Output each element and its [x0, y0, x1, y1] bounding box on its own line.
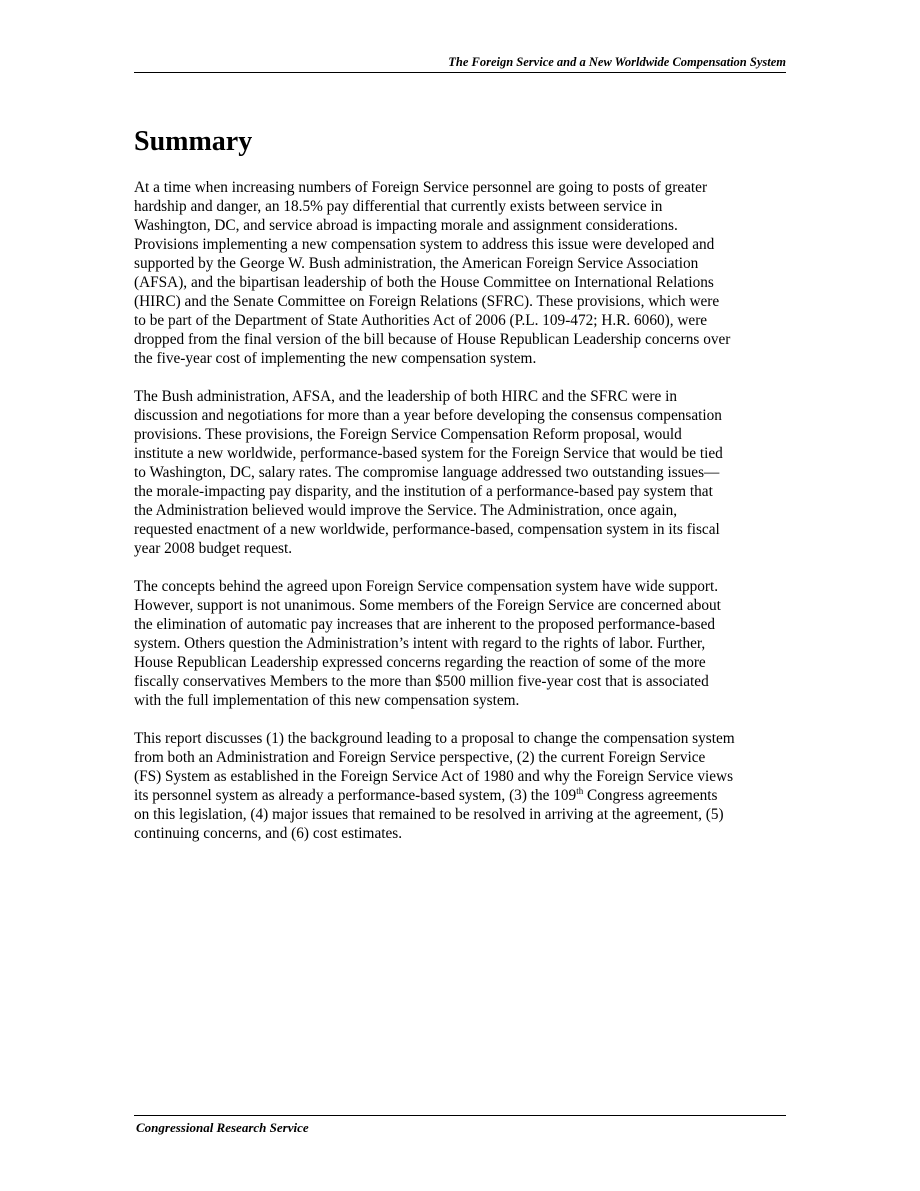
text-line: Provisions implementing a new compensation system to address this issue were developed and: [134, 236, 715, 253]
footer-rule: [134, 1115, 786, 1116]
text-segment: Congress agreements: [583, 787, 718, 804]
text-line: year 2008 budget request.: [134, 540, 293, 557]
text-line: to be part of the Department of State Authorities Act of 2006 (P.L. 109-472; H.R. 6060), were: [134, 312, 708, 329]
text-line: fiscally conservatives Members to the more than $500 million five-year cost that is associated: [134, 673, 709, 690]
text-line: The concepts behind the agreed upon Foreign Service compensation system have wide support.: [134, 578, 719, 595]
text-line: institute a new worldwide, performance-based system for the Foreign Service that would be tied: [134, 445, 723, 462]
text-line: (AFSA), and the bipartisan leadership of both the House Committee on International Relations: [134, 274, 714, 291]
text-line: the elimination of automatic pay increases that are inherent to the proposed performance-based: [134, 616, 716, 633]
summary-paragraph-3: [134, 577, 786, 710]
running-footer-organization: Congressional Research Service: [136, 1120, 309, 1135]
running-header-title: The Foreign Service and a New Worldwide Compensation System: [448, 55, 786, 69]
text-line: The Bush administration, AFSA, and the leadership of both HIRC and the SFRC were in: [134, 388, 677, 405]
text-line: House Republican Leadership expressed concerns regarding the reaction of some of the more: [134, 654, 706, 671]
text-line: system. Others question the Administration’s intent with regard to the rights of labor. Further,: [134, 635, 706, 652]
text-line: the Administration believed would improve the Service. The Administration, once again,: [134, 502, 678, 519]
text-line: supported by the George W. Bush administration, the American Foreign Service Association: [134, 255, 699, 272]
text-line: continuing concerns, and (6) cost estimates.: [134, 825, 403, 842]
text-line: (HIRC) and the Senate Committee on Foreign Relations (SFRC). These provisions, which were: [134, 293, 720, 310]
text-line: the five-year cost of implementing the new compensation system.: [134, 350, 537, 367]
text-line: However, support is not unanimous. Some members of the Foreign Service are concerned about: [134, 597, 721, 614]
text-line: Washington, DC, and service abroad is impacting morale and assignment considerations.: [134, 217, 678, 234]
summary-paragraph-1: [134, 178, 786, 368]
text-line: requested enactment of a new worldwide, performance-based, compensation system in its fiscal: [134, 521, 720, 538]
header-rule: [134, 72, 786, 73]
text-segment: its personnel system as already a performance-based system, (3) the 109: [134, 787, 577, 804]
text-line: from both an Administration and Foreign Service perspective, (2) the current Foreign Service: [134, 749, 706, 766]
text-line: to Washington, DC, salary rates. The compromise language addressed two outstanding issues—: [134, 464, 720, 481]
text-line: (FS) System as established in the Foreign Service Act of 1980 and why the Foreign Service views: [134, 768, 734, 785]
text-line: with the full implementation of this new compensation system.: [134, 692, 520, 709]
summary-paragraph-4: [134, 729, 786, 843]
text-line: the morale-impacting pay disparity, and the institution of a performance-based pay system that: [134, 483, 713, 500]
summary-heading: Summary: [134, 126, 253, 157]
ordinal-superscript: th: [576, 785, 584, 796]
summary-body: [134, 178, 786, 862]
summary-paragraph-2: [134, 387, 786, 558]
text-line: provisions. These provisions, the Foreign Service Compensation Reform proposal, would: [134, 426, 682, 443]
text-line: [134, 786, 786, 805]
text-line: discussion and negotiations for more than a year before developing the consensus compensation: [134, 407, 722, 424]
text-line: At a time when increasing numbers of Foreign Service personnel are going to posts of greater: [134, 179, 708, 196]
text-line: dropped from the final version of the bill because of House Republican Leadership concerns over: [134, 331, 731, 348]
text-line: This report discusses (1) the background leading to a proposal to change the compensation system: [134, 730, 735, 747]
text-line: on this legislation, (4) major issues that remained to be resolved in arriving at the agreement, (5): [134, 806, 724, 823]
text-line: hardship and danger, an 18.5% pay differential that currently exists between service in: [134, 198, 663, 215]
